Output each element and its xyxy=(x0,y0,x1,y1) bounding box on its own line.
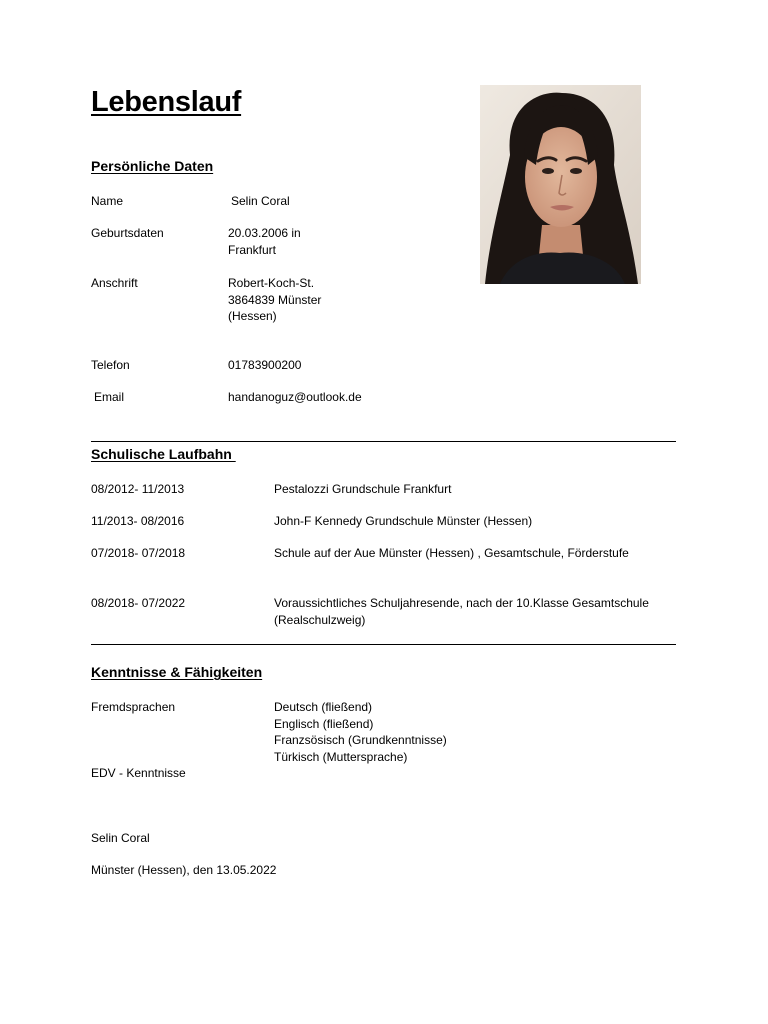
languages-label: Fremdsprachen xyxy=(91,700,176,714)
school-period: 07/2018- 07/2018 xyxy=(91,546,186,560)
school-name: Pestalozzi Grundschule Frankfurt xyxy=(274,482,452,496)
language-item: Deutsch (fließend) xyxy=(274,700,373,714)
school-name: Voraussichtliches Schuljahresende, nach der 10.Klasse Gesamtschule (Realschulzweig) xyxy=(274,596,649,627)
address-label: Anschrift xyxy=(91,276,138,290)
birth-value: 20.03.2006 in Frankfurt xyxy=(228,226,301,257)
section-heading-skills: Kenntnisse & Fähigkeiten xyxy=(91,664,263,680)
address-value: Robert-Koch-St. 3864839 Münster (Hessen) xyxy=(228,276,322,323)
school-name: John-F Kennedy Grundschule Münster (Hessen) xyxy=(274,514,533,528)
birth-label: Geburtsdaten xyxy=(91,226,164,240)
email-label: Email xyxy=(94,390,125,404)
email-value: handanoguz@outlook.de xyxy=(228,390,362,404)
divider xyxy=(91,441,676,442)
section-heading-school: Schulische Laufbahn xyxy=(91,446,236,462)
phone-label: Telefon xyxy=(91,358,130,372)
signature-name: Selin Coral xyxy=(91,831,150,845)
section-heading-personal: Persönliche Daten xyxy=(91,158,214,174)
portrait-photo xyxy=(480,85,641,284)
school-period: 08/2012- 11/2013 xyxy=(91,482,185,496)
language-item: Franzsösisch (Grundkenntnisse) xyxy=(274,733,447,747)
signature-place-date: Münster (Hessen), den 13.05.2022 xyxy=(91,863,277,877)
school-name: Schule auf der Aue Münster (Hessen) , Gesamtschule, Förderstufe xyxy=(274,546,629,560)
name-value: Selin Coral xyxy=(231,194,290,208)
language-item: Türkisch (Muttersprache) xyxy=(274,749,408,764)
school-period: 11/2013- 08/2016 xyxy=(91,514,185,528)
phone-value: 01783900200 xyxy=(228,358,302,372)
name-label: Name xyxy=(91,194,124,208)
divider xyxy=(91,644,676,645)
page-title: Lebenslauf xyxy=(91,86,242,118)
language-item: Englisch (fließend) xyxy=(274,716,374,731)
it-skills-label: EDV - Kenntnisse xyxy=(91,766,186,780)
school-period: 08/2018- 07/2022 xyxy=(91,596,186,610)
languages-list xyxy=(274,699,447,765)
